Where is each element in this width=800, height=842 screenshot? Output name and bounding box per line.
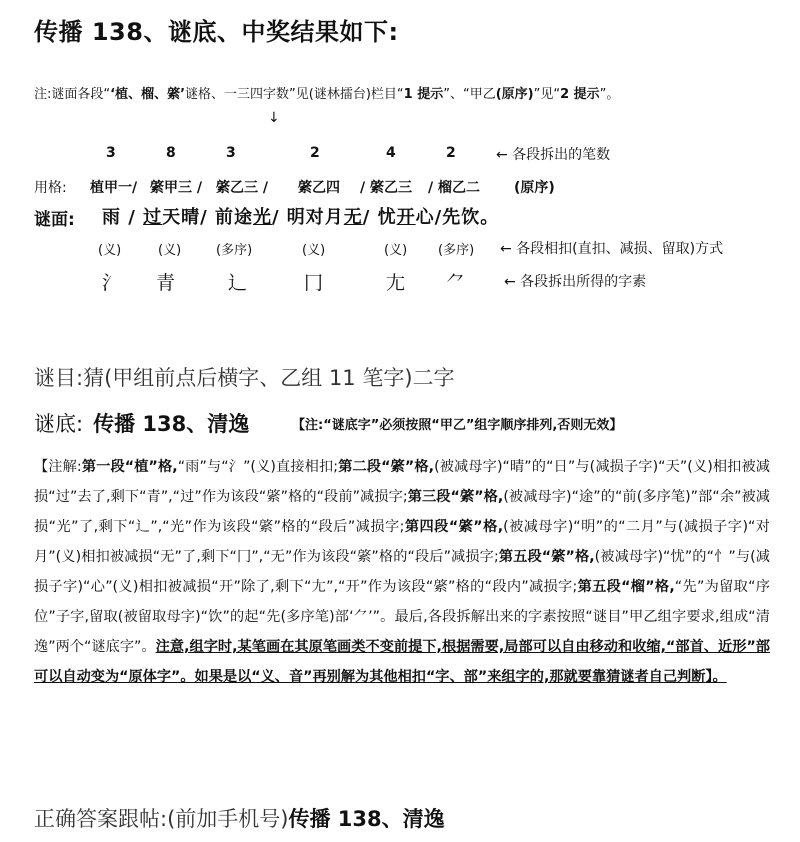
- elements-label: ← 各段拆出所得的字素: [504, 274, 647, 290]
- sentence-part-underlined: 开: [396, 207, 416, 228]
- explanation: [34, 452, 770, 692]
- answer-line: [34, 408, 249, 438]
- sentence-part: 天晴/ 前途: [162, 207, 253, 228]
- sentence-part-underlined: 光: [252, 207, 272, 228]
- final-label: 正确答案跟帖:(前加手机号): [34, 807, 289, 831]
- format-note: [34, 83, 619, 102]
- note-mid1: 谜格、一三四字数”见(谜林擂台)栏目“: [185, 87, 404, 102]
- stroke-count: 4: [386, 145, 396, 161]
- down-arrow-icon: ↓: [268, 110, 280, 126]
- stroke-count: 8: [166, 145, 176, 161]
- element-item: ⺈: [446, 272, 466, 294]
- method-item: (义): [384, 243, 408, 258]
- element-item: 辶: [228, 272, 248, 294]
- format-item: 綮甲三 /: [150, 180, 202, 196]
- expl-bold: 第五段“綮”格,: [498, 549, 595, 565]
- answer-label: 谜底:: [34, 412, 84, 436]
- riddle-sentence: [102, 203, 499, 229]
- stroke-count: 3: [226, 145, 236, 161]
- method-item: (义): [158, 243, 182, 258]
- note-mid3: ”见“: [533, 87, 561, 102]
- stroke-count: 3: [106, 145, 116, 161]
- methods-label: ← 各段相扣(直扣、减损、留取)方式: [500, 241, 724, 257]
- expl-bold: 第五段“榴”格,: [577, 579, 675, 595]
- sentence-part: 雨 /: [102, 207, 144, 228]
- riddle-target: 谜目:猜(甲组前点后横字、乙组 11 笔字)二字: [34, 366, 455, 390]
- sentence-part-underlined: 过: [143, 207, 163, 228]
- expl-text: 【注解:: [34, 459, 82, 475]
- format-item: 綮乙三 /: [216, 180, 268, 196]
- format-item: / 綮乙三: [360, 180, 412, 196]
- sentence-part: / 明对月: [271, 207, 344, 228]
- element-item: 氵: [102, 272, 122, 294]
- element-item: 尢: [386, 272, 406, 294]
- expl-bold: 第四段“綮”格,: [404, 519, 504, 535]
- note-mid2: ”、“甲乙: [443, 87, 496, 102]
- expl-underlined: 注意,组字时,某笔画在其原笔画类不变前提下,根据需要,局部可以自由移动和收缩,“部首、近形”部可以自动变为“原体字”。如果是以“义、音”再别解为其他相扣“字、部”来组字的,那就要靠猜谜者自己判断】。: [34, 639, 770, 685]
- note-hint2: 2 提示: [560, 87, 600, 102]
- expl-bold: 第一段“植”格,: [81, 459, 178, 475]
- note-suffix: ”。: [599, 87, 620, 102]
- strokes-label: ← 各段拆出的笔数: [496, 147, 611, 163]
- method-item: (多序): [216, 243, 253, 258]
- sentence-part-underlined: 无: [343, 207, 363, 228]
- format-item: / 榴乙二: [428, 180, 480, 196]
- final-answer-line: [34, 803, 445, 833]
- method-item: (义): [98, 243, 122, 258]
- expl-text: “先”为留取“序位”子字,留取(被留取母字)“饮”的起“先(多序笔)部‘⺈’”。最后,各段拆解出来的字素按照“谜目”甲乙组字要求,组成“清逸”两个“谜底字”。: [34, 579, 770, 655]
- expl-text: (被减母字)“明”的“二月”与(减损子字)“对月”(义)相扣被减损“无”了,剩下“冂”,“无”作为该段“綮”格的“段后”减损字;: [34, 519, 770, 565]
- stroke-count: 2: [446, 145, 456, 161]
- element-item: 冂: [304, 272, 324, 294]
- expl-bold: 第二段“綮”格,: [338, 459, 435, 475]
- sentence-label: 谜面:: [34, 210, 75, 230]
- answer-value: 传播 138、清逸: [93, 412, 250, 436]
- format-orig: (原序): [514, 180, 555, 196]
- expl-text: (被减母字)“晴”的“日”与(减损子字)“天”(义)相扣被减损“过”去了,剩下“青”,“过”作为该段“綮”格的“段前”减损字;: [34, 459, 770, 505]
- note-formats: ‘植、榴、綮’: [110, 87, 186, 102]
- method-item: (多序): [438, 243, 475, 258]
- expl-text: (被减母字)“忧”的“忄”与(减损子字)“心”(义)相扣被减损“开”除了,剩下“尢”,“开”作为该段“綮”格的“段内”减损字;: [34, 549, 770, 595]
- note-hint1: 1 提示: [403, 87, 444, 102]
- format-label: 用格:: [34, 180, 67, 196]
- format-item: 植甲一/: [90, 180, 138, 196]
- expl-text: (被减母字)“途”的“前(多序笔)”部“余”被减损“光”了,剩下“辶”,“光”作为该段“綮”格的“段后”减损字;: [34, 489, 770, 535]
- expl-bold: 第三段“綮”格,: [407, 489, 504, 505]
- answer-note: 【注:“谜底字”必须按照“甲乙”组字顺序排列,否则无效】: [292, 418, 623, 433]
- final-value: 传播 138、清逸: [288, 807, 445, 831]
- sentence-part: / 忧: [362, 207, 397, 228]
- sentence-part: 心/先饮。: [415, 207, 500, 228]
- note-orig: (原序): [495, 87, 534, 102]
- stroke-count: 2: [310, 145, 320, 161]
- format-item: 綮乙四: [298, 180, 340, 196]
- page-title: 传播 138、谜底、中奖结果如下:: [34, 18, 399, 46]
- expl-text: “雨”与“氵”(义)直接相扣;: [177, 459, 339, 475]
- note-prefix: 注:谜面各段“: [34, 87, 111, 102]
- element-item: 青: [156, 272, 176, 294]
- method-item: (义): [302, 243, 326, 258]
